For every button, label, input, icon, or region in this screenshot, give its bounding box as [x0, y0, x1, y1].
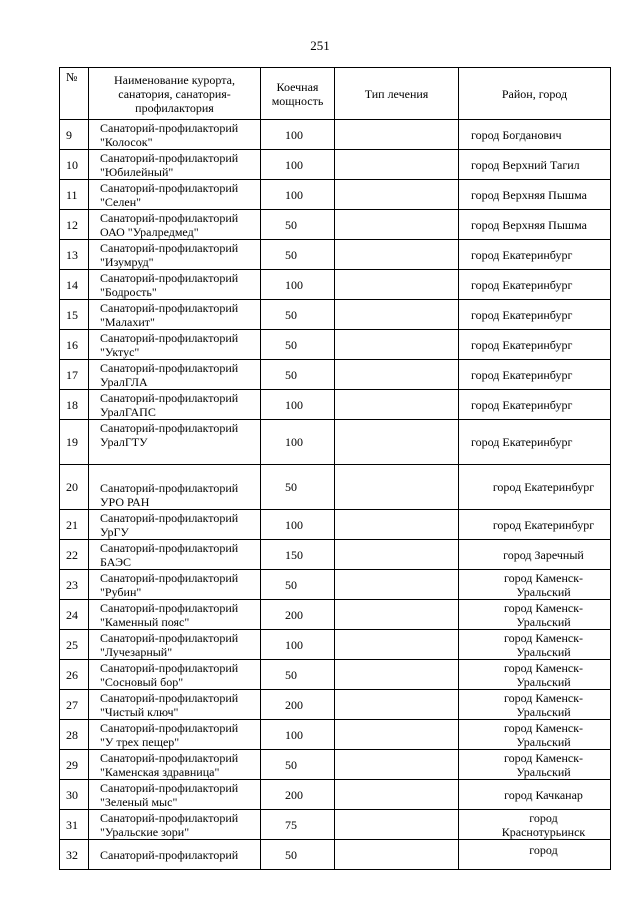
name-line-1: Санаторий-профилакторий — [100, 540, 239, 555]
district-line-1: город Екатеринбург — [492, 517, 595, 532]
district-line-2: Уральский — [516, 584, 571, 599]
name-line-2: "Малахит" — [100, 314, 155, 329]
bed-capacity: 50 — [261, 210, 335, 240]
district-line-1: город Каменск- — [503, 720, 584, 735]
district-line-1: город Екатеринбург — [492, 480, 595, 494]
district-city — [459, 210, 611, 240]
row-number: 12 — [60, 210, 89, 240]
table-row — [60, 420, 611, 465]
treatment-type — [335, 510, 459, 540]
bed-capacity: 100 — [261, 720, 335, 750]
district-line-1: город Каменск- — [503, 570, 584, 585]
treatment-type — [335, 690, 459, 720]
sanatorium-name — [89, 240, 261, 270]
name-line-1: Санаторий-профилакторий — [100, 660, 239, 675]
district-city — [459, 600, 611, 630]
row-number: 14 — [60, 270, 89, 300]
name-line-2: УРО РАН — [100, 495, 150, 509]
treatment-type — [335, 750, 459, 780]
header-num: № — [60, 68, 89, 120]
treatment-type — [335, 300, 459, 330]
name-line-1: Санаторий-профилакторий — [100, 690, 239, 705]
header-name: Наименование курорта, санатория, санатория-профилактория — [89, 68, 261, 120]
name-line-1: Санаторий-профилакторий — [100, 210, 239, 225]
treatment-type — [335, 420, 459, 465]
district-city — [459, 270, 611, 300]
district-line-1: город Верхний Тагил — [471, 157, 580, 172]
district-city — [459, 750, 611, 780]
name-line-1: Санаторий-профилакторий — [100, 360, 239, 375]
table-row — [60, 465, 611, 510]
district-city — [459, 390, 611, 420]
name-line-1: Санаторий-профилакторий — [100, 240, 239, 255]
table-row — [60, 600, 611, 630]
name-line-2: УралГЛА — [100, 374, 148, 389]
district-city — [459, 630, 611, 660]
district-city — [459, 360, 611, 390]
header-capacity: Коечная мощность — [261, 68, 335, 120]
sanatorium-name — [89, 210, 261, 240]
sanatorium-name — [89, 300, 261, 330]
bed-capacity: 100 — [261, 390, 335, 420]
table-row — [60, 840, 611, 870]
district-line-1: город Каменск- — [503, 660, 584, 675]
name-line-2: "Каменская здравница" — [100, 764, 220, 779]
name-line-2: "Бодрость" — [100, 284, 157, 299]
district-line-1: город Екатеринбург — [471, 277, 573, 292]
table-row — [60, 150, 611, 180]
district-city — [459, 780, 611, 810]
name-line-1: Санаторий-профилакторий — [100, 600, 239, 615]
table-row — [60, 630, 611, 660]
bed-capacity: 100 — [261, 420, 335, 465]
district-city — [459, 120, 611, 150]
district-line-1: город Каменск- — [503, 690, 584, 705]
treatment-type — [335, 720, 459, 750]
district-line-1: город Каменск- — [503, 600, 584, 615]
treatment-type — [335, 540, 459, 570]
district-line-1: город Богданович — [471, 127, 562, 142]
district-line-2: Уральский — [516, 674, 571, 689]
row-number: 11 — [60, 180, 89, 210]
table-row — [60, 690, 611, 720]
row-number: 25 — [60, 630, 89, 660]
bed-capacity: 75 — [261, 810, 335, 840]
treatment-type — [335, 270, 459, 300]
bed-capacity: 150 — [261, 540, 335, 570]
name-line-1: Санаторий-профилакторий — [100, 150, 239, 165]
district-line-1: город — [529, 810, 558, 825]
table-row — [60, 750, 611, 780]
district-line-1: город Верхняя Пышма — [471, 187, 587, 202]
bed-capacity: 50 — [261, 840, 335, 870]
district-city — [459, 300, 611, 330]
name-line-2: "Уктус" — [100, 344, 140, 359]
row-number: 10 — [60, 150, 89, 180]
name-line-1: Санаторий-профилакторий — [100, 390, 239, 405]
row-number: 19 — [60, 420, 89, 465]
table-row — [60, 660, 611, 690]
page-number: 251 — [310, 38, 330, 53]
row-number: 20 — [60, 465, 89, 510]
name-line-2: "Уральские зори" — [100, 824, 190, 839]
bed-capacity: 50 — [261, 750, 335, 780]
name-line-2: ОАО "Уралредмед" — [100, 224, 199, 239]
row-number: 15 — [60, 300, 89, 330]
sanatorium-name — [89, 180, 261, 210]
district-line-1: город Заречный — [503, 547, 584, 562]
table-row — [60, 510, 611, 540]
sanatorium-table — [59, 67, 611, 870]
table-row — [60, 270, 611, 300]
bed-capacity: 200 — [261, 600, 335, 630]
name-line-2: "Чистый ключ" — [100, 704, 179, 719]
bed-capacity: 100 — [261, 630, 335, 660]
row-number: 21 — [60, 510, 89, 540]
table-row — [60, 210, 611, 240]
table-row — [60, 120, 611, 150]
row-number: 17 — [60, 360, 89, 390]
sanatorium-name — [89, 465, 261, 510]
sanatorium-name — [89, 570, 261, 600]
sanatorium-name — [89, 150, 261, 180]
sanatorium-name — [89, 390, 261, 420]
table-row — [60, 240, 611, 270]
bed-capacity: 50 — [261, 465, 335, 510]
bed-capacity: 50 — [261, 300, 335, 330]
district-city — [459, 180, 611, 210]
sanatorium-name — [89, 120, 261, 150]
sanatorium-name — [89, 780, 261, 810]
header-district: Район, город — [459, 68, 611, 120]
row-number: 31 — [60, 810, 89, 840]
bed-capacity: 200 — [261, 690, 335, 720]
treatment-type — [335, 600, 459, 630]
sanatorium-name — [89, 600, 261, 630]
district-line-1: город Екатеринбург — [471, 307, 573, 322]
treatment-type — [335, 390, 459, 420]
row-number: 27 — [60, 690, 89, 720]
treatment-type — [335, 660, 459, 690]
treatment-type — [335, 780, 459, 810]
name-line-2: УрГУ — [100, 524, 129, 539]
district-line-2: Уральский — [516, 614, 571, 629]
sanatorium-name — [89, 660, 261, 690]
district-line-1: город Екатеринбург — [471, 337, 573, 352]
table-row — [60, 540, 611, 570]
bed-capacity: 100 — [261, 120, 335, 150]
district-line-2: Уральский — [516, 704, 571, 719]
name-line-1: Санаторий-профилакторий — [100, 720, 239, 735]
table-row — [60, 360, 611, 390]
name-line-2: БАЭС — [100, 554, 132, 569]
district-city — [459, 420, 611, 465]
row-number: 26 — [60, 660, 89, 690]
sanatorium-name — [89, 750, 261, 780]
district-line-2: Краснотурьинск — [501, 824, 586, 839]
bed-capacity: 200 — [261, 780, 335, 810]
name-line-2: "Колосок" — [100, 134, 153, 149]
sanatorium-name — [89, 510, 261, 540]
row-number: 16 — [60, 330, 89, 360]
treatment-type — [335, 465, 459, 510]
district-city — [459, 690, 611, 720]
treatment-type — [335, 360, 459, 390]
name-line-1: Санаторий-профилакторий — [100, 330, 239, 345]
name-line-1: Санаторий-профилакторий — [100, 270, 239, 285]
name-line-2: "Юбилейный" — [100, 164, 174, 179]
row-number: 28 — [60, 720, 89, 750]
row-number: 30 — [60, 780, 89, 810]
name-line-1: Санаторий-профилакторий — [100, 570, 239, 585]
row-number: 18 — [60, 390, 89, 420]
district-line-1: город Екатеринбург — [471, 367, 573, 382]
treatment-type — [335, 630, 459, 660]
treatment-type — [335, 150, 459, 180]
sanatorium-name — [89, 840, 261, 870]
name-line-2: "У трех пещер" — [100, 734, 180, 749]
name-line-1: Санаторий-профилакторий — [100, 810, 239, 825]
treatment-type — [335, 810, 459, 840]
district-city — [459, 840, 611, 870]
district-line-1: город Екатеринбург — [471, 247, 573, 262]
district-city — [459, 510, 611, 540]
treatment-type — [335, 120, 459, 150]
bed-capacity: 50 — [261, 330, 335, 360]
treatment-type — [335, 570, 459, 600]
name-line-2: "Каменный пояс" — [100, 614, 190, 629]
row-number: 22 — [60, 540, 89, 570]
name-line-1: Санаторий-профилакторий — [100, 421, 239, 435]
name-line-2: УралГТУ — [100, 435, 148, 449]
name-line-2: "Селен" — [100, 194, 142, 209]
table-row — [60, 720, 611, 750]
header-treatment: Тип лечения — [335, 68, 459, 120]
bed-capacity: 50 — [261, 240, 335, 270]
name-line-1: Санаторий-профилакторий — [100, 300, 239, 315]
row-number: 9 — [60, 120, 89, 150]
treatment-type — [335, 840, 459, 870]
name-line-1: Санаторий-профилакторий — [100, 180, 239, 195]
name-line-2: "Изумруд" — [100, 254, 154, 269]
row-number: 32 — [60, 840, 89, 870]
table-row — [60, 300, 611, 330]
row-number: 29 — [60, 750, 89, 780]
name-line-1: Санаторий-профилакторий — [100, 510, 239, 525]
district-city — [459, 465, 611, 510]
sanatorium-name — [89, 330, 261, 360]
row-number: 24 — [60, 600, 89, 630]
sanatorium-name — [89, 420, 261, 465]
name-line-2: "Зеленый мыс" — [100, 794, 178, 809]
row-number: 23 — [60, 570, 89, 600]
table-row — [60, 390, 611, 420]
name-line-2: "Рубин" — [100, 584, 142, 599]
name-line-1: Санаторий-профилакторий — [100, 481, 239, 495]
row-number: 13 — [60, 240, 89, 270]
sanatorium-name — [89, 540, 261, 570]
table-row — [60, 570, 611, 600]
name-line-1: Санаторий-профилакторий — [100, 630, 239, 645]
district-city — [459, 810, 611, 840]
table-row — [60, 780, 611, 810]
table-row — [60, 180, 611, 210]
district-city — [459, 240, 611, 270]
name-line-1: Санаторий-профилакторий — [100, 120, 239, 135]
name-line-1: Санаторий-профилакторий — [100, 847, 239, 862]
treatment-type — [335, 240, 459, 270]
name-line-1: Санаторий-профилакторий — [100, 750, 239, 765]
district-city — [459, 720, 611, 750]
district-city — [459, 540, 611, 570]
district-city — [459, 570, 611, 600]
table-row — [60, 810, 611, 840]
name-line-2: УралГАПС — [100, 404, 156, 419]
district-city — [459, 660, 611, 690]
bed-capacity: 50 — [261, 360, 335, 390]
sanatorium-name — [89, 630, 261, 660]
bed-capacity: 100 — [261, 150, 335, 180]
treatment-type — [335, 180, 459, 210]
bed-capacity: 50 — [261, 570, 335, 600]
district-line-1: город — [529, 843, 558, 857]
district-line-1: город Верхняя Пышма — [471, 217, 587, 232]
sanatorium-name — [89, 810, 261, 840]
district-line-1: город Каменск- — [503, 630, 584, 645]
sanatorium-name — [89, 360, 261, 390]
name-line-2: "Сосновый бор" — [100, 674, 184, 689]
bed-capacity: 50 — [261, 660, 335, 690]
treatment-type — [335, 330, 459, 360]
name-line-2: "Лучезарный" — [100, 644, 173, 659]
sanatorium-name — [89, 270, 261, 300]
district-line-2: Уральский — [516, 644, 571, 659]
district-line-1: город Качканар — [504, 787, 583, 802]
bed-capacity: 100 — [261, 510, 335, 540]
table-row — [60, 330, 611, 360]
sanatorium-name — [89, 720, 261, 750]
bed-capacity: 100 — [261, 180, 335, 210]
sanatorium-name — [89, 690, 261, 720]
district-line-2: Уральский — [516, 734, 571, 749]
district-city — [459, 330, 611, 360]
district-city — [459, 150, 611, 180]
district-line-1: город Екатеринбург — [471, 397, 573, 412]
bed-capacity: 100 — [261, 270, 335, 300]
name-line-1: Санаторий-профилакторий — [100, 780, 239, 795]
district-line-1: город Екатеринбург — [471, 435, 573, 449]
table-header-row — [60, 68, 611, 120]
district-line-2: Уральский — [516, 764, 571, 779]
district-line-1: город Каменск- — [503, 750, 584, 765]
treatment-type — [335, 210, 459, 240]
